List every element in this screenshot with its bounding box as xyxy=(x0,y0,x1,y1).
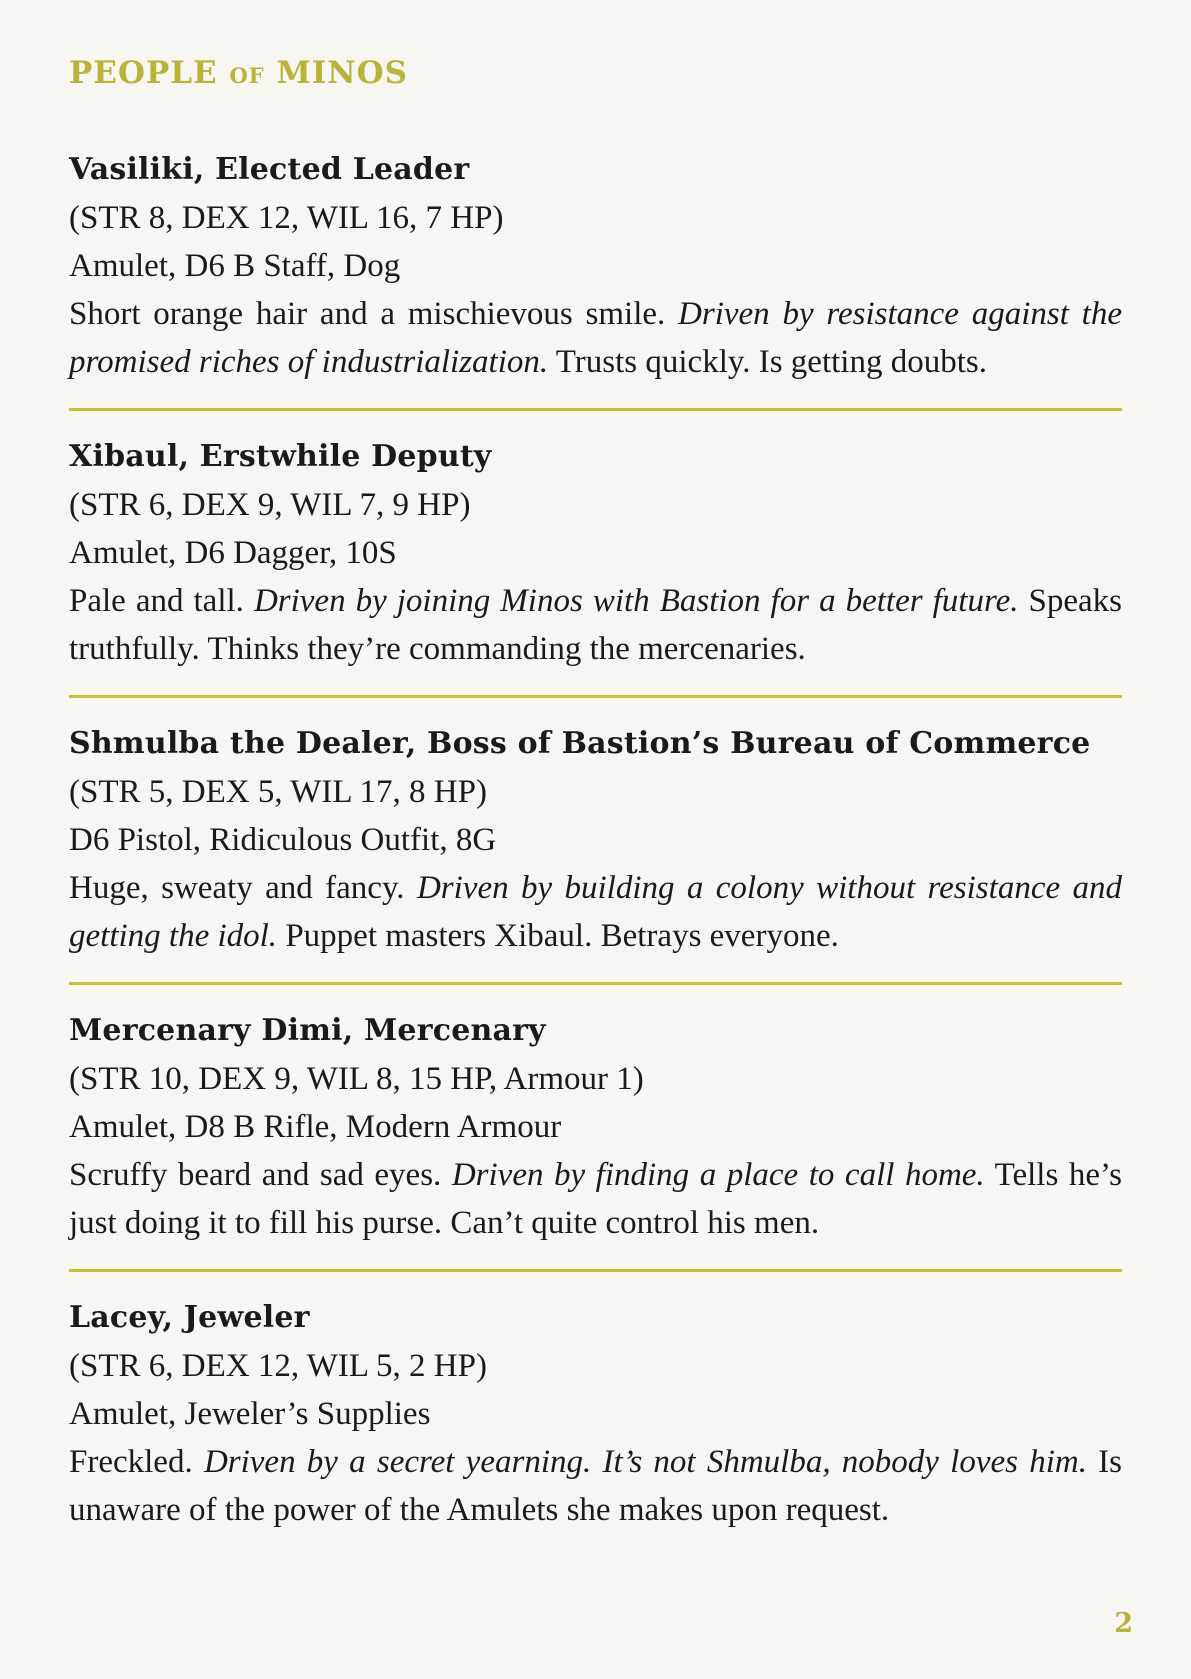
title-part-of: OF xyxy=(229,63,265,88)
page-number: 2 xyxy=(1114,1608,1133,1639)
title-part-minos: MINOS xyxy=(276,55,409,91)
page-title xyxy=(69,55,409,91)
person-name: Lacey, Jeweler xyxy=(69,1300,310,1335)
description-text: Tells he’s just doing it to fill his purse. Can’t quite control his men. xyxy=(69,1157,1122,1241)
person-items: Amulet, Jeweler’s Supplies xyxy=(69,1396,431,1432)
description-text: Pale and tall. xyxy=(69,583,254,619)
person-name: Shmulba the Dealer, Boss of Bastion’s Bureau of Commerce xyxy=(69,726,1091,761)
divider xyxy=(69,695,1122,698)
people-list xyxy=(69,146,1122,1534)
person-entry-vasiliki xyxy=(69,146,1122,386)
person-stats: (STR 6, DEX 12, WIL 5, 2 HP) xyxy=(69,1348,487,1384)
description-text: Freckled. xyxy=(69,1444,204,1480)
person-entry-shmulba xyxy=(69,720,1122,960)
person-items: Amulet, D8 B Rifle, Modern Armour xyxy=(69,1109,562,1145)
divider xyxy=(69,982,1122,985)
title-part-people: PEOPLE xyxy=(69,55,218,91)
description-motivation: Driven by a secret yearning. It’s not Shmulba, nobody loves him. xyxy=(203,1444,1087,1480)
person-stats: (STR 10, DEX 9, WIL 8, 15 HP, Armour 1) xyxy=(69,1061,644,1097)
person-items: Amulet, D6 Dagger, 10S xyxy=(69,535,397,571)
person-items: D6 Pistol, Ridiculous Outfit, 8G xyxy=(69,822,497,858)
description-motivation: Driven by finding a place to call home. xyxy=(451,1157,985,1193)
person-name: Mercenary Dimi, Mercenary xyxy=(69,1013,546,1048)
person-entry-xibaul xyxy=(69,433,1122,673)
person-name: Xibaul, Erstwhile Deputy xyxy=(69,439,492,474)
description-text: Is unaware of the power of the Amulets she makes upon request. xyxy=(69,1444,1123,1528)
person-description xyxy=(69,577,1122,673)
person-description xyxy=(69,1151,1122,1247)
description-text: Huge, sweaty and fancy. xyxy=(69,870,417,906)
description-text: Speaks truthfully. Thinks they’re commanding the mercenaries. xyxy=(69,583,1122,667)
person-stats: (STR 5, DEX 5, WIL 17, 8 HP) xyxy=(69,774,487,810)
divider xyxy=(69,408,1122,411)
person-items: Amulet, D6 B Staff, Dog xyxy=(69,248,401,284)
person-description xyxy=(69,290,1122,386)
person-description xyxy=(69,1438,1122,1534)
person-description xyxy=(69,864,1122,960)
person-stats: (STR 8, DEX 12, WIL 16, 7 HP) xyxy=(69,200,504,236)
person-stats: (STR 6, DEX 9, WIL 7, 9 HP) xyxy=(69,487,471,523)
description-motivation: Driven by building a colony without resistance and getting the idol. xyxy=(69,870,1122,954)
person-entry-dimi xyxy=(69,1007,1122,1247)
description-text: Trusts quickly. Is getting doubts. xyxy=(548,344,987,380)
description-text: Short orange hair and a mischievous smile. xyxy=(69,296,679,332)
description-text: Puppet masters Xibaul. Betrays everyone. xyxy=(277,918,839,954)
description-text: Scruffy beard and sad eyes. xyxy=(69,1157,452,1193)
description-motivation: Driven by joining Minos with Bastion for a better future. xyxy=(253,583,1019,619)
person-name: Vasiliki, Elected Leader xyxy=(69,152,470,187)
description-motivation: Driven by resistance against the promised riches of industrialization. xyxy=(69,296,1123,380)
divider xyxy=(69,1269,1122,1272)
person-entry-lacey xyxy=(69,1294,1122,1534)
